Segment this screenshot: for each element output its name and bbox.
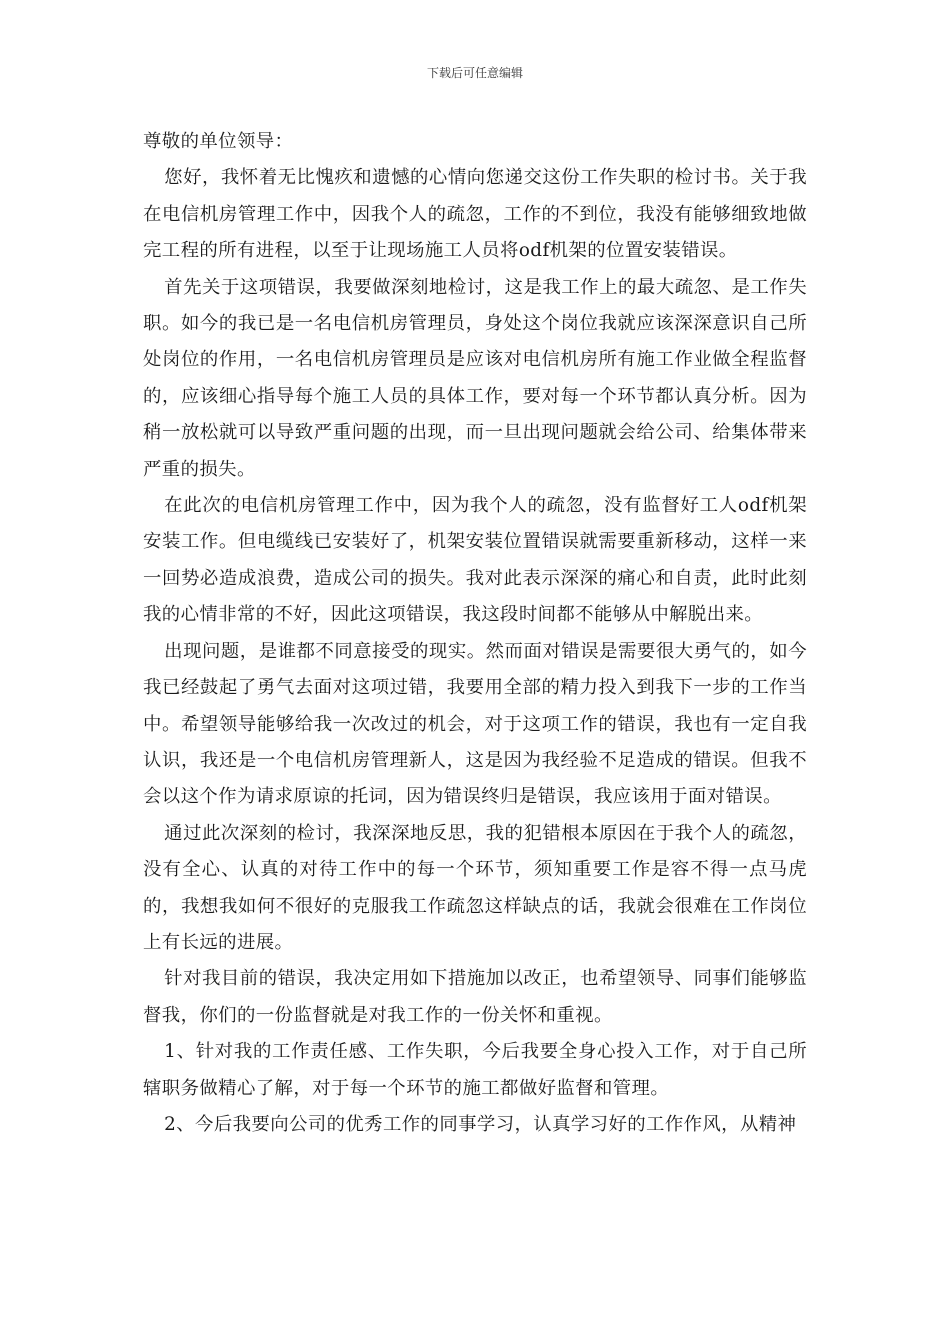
page-header: 下载后可任意编辑 xyxy=(426,66,523,80)
paragraph-1: 您好，我怀着无比愧疚和遗憾的心情向您递交这份工作失职的检讨书。关于我在电信机房管理工作中，因我个人的疏忽，工作的不到位，我没有能够细致地做完工程的所有进程，以至于让现场施工人员将odf机架的位置安装错误。 xyxy=(143,167,807,262)
paragraph-4: 出现问题，是谁都不同意接受的现实。然而面对错误是需要很大勇气的，如今我已经鼓起了勇气去面对这项过错，我要用全部的精力投入到我下一步的工作当中。希望领导能够给我一次改过的机会，对于这项工作的错误，我也有一定自我认识，我还是一个电信机房管理新人，这是因为我经验不足造成的错误。但我不会以这个作为请求原谅的托词，因为错误终归是错误，我应该用于面对错误。 xyxy=(143,640,807,808)
salutation: 尊敬的单位领导： xyxy=(143,131,294,152)
list-item-1: 1、针对我的工作责任感、工作失职，今后我要全身心投入工作，对于自己所辖职务做精心了解，对于每一个环节的施工都做好监督和管理。 xyxy=(143,1041,807,1099)
document-body xyxy=(143,124,807,1143)
paragraph-5: 通过此次深刻的检讨，我深深地反思，我的犯错根本原因在于我个人的疏忽，没有全心、认真的对待工作中的每一个环节，须知重要工作是容不得一点马虎的，我想我如何不很好的克服我工作疏忽这样缺点的话，我就会很难在工作岗位上有长远的进展。 xyxy=(143,822,807,953)
list-item-2: 2、今后我要向公司的优秀工作的同事学习，认真学习好的工作作风，从精神 xyxy=(164,1113,797,1135)
paragraph-2: 首先关于这项错误，我要做深刻地检讨，这是我工作上的最大疏忽、是工作失职。如今的我已是一名电信机房管理员，身处这个岗位我就应该深深意识自己所处岗位的作用，一名电信机房管理员是应该对电信机房所有施工作业做全程监督的，应该细心指导每个施工人员的具体工作，要对每一个环节都认真分析。因为稍一放松就可以导致严重问题的出现，而一旦出现问题就会给公司、给集体带来严重的损失。 xyxy=(143,276,807,480)
paragraph-6: 针对我目前的错误，我决定用如下措施加以改正，也希望领导、同事们能够监督我，你们的一份监督就是对我工作的一份关怀和重视。 xyxy=(143,968,807,1026)
paragraph-3: 在此次的电信机房管理工作中，因为我个人的疏忽，没有监督好工人odf机架安装工作。但电缆线已安装好了，机架安装位置错误就需要重新移动，这样一来一回势必造成浪费，造成公司的损失。我对此表示深深的痛心和自责，此时此刻我的心情非常的不好，因此这项错误，我这段时间都不能够从中解脱出来。 xyxy=(143,495,807,626)
